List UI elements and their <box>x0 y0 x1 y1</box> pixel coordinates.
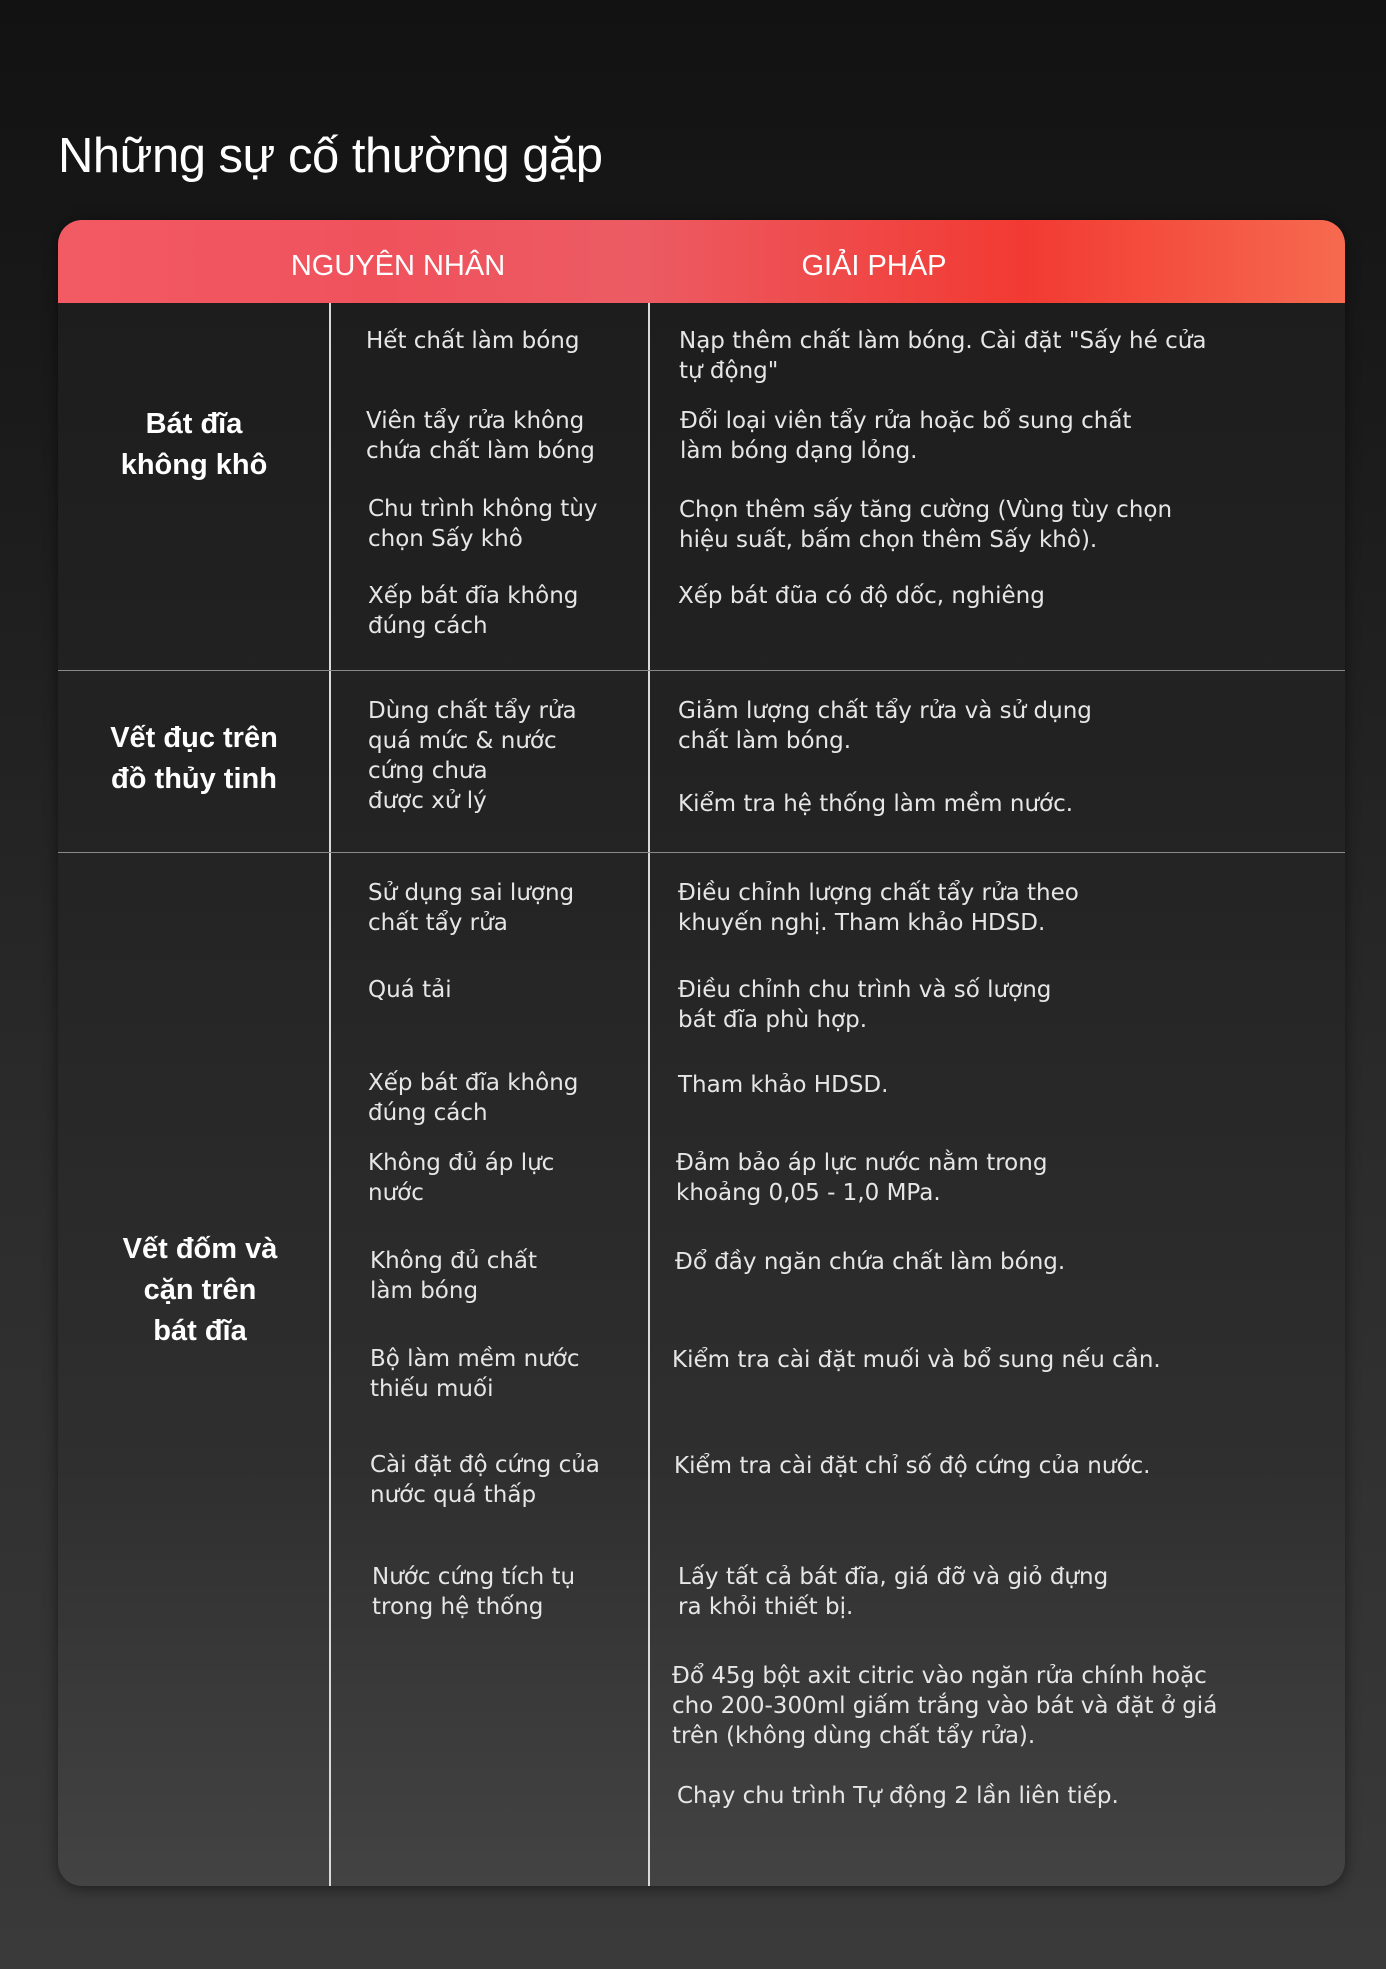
cause-item: Hết chất làm bóng <box>366 328 580 354</box>
solution-item: Đổ đầy ngăn chứa chất làm bóng. <box>675 1249 1066 1275</box>
solution-item: Tham khảo HDSD. <box>678 1072 889 1098</box>
cause-item: Xếp bát đĩa không đúng cách <box>368 583 579 639</box>
row-divider <box>58 670 1345 671</box>
solution-item: Điều chỉnh lượng chất tẩy rửa theo khuyến nghị. Tham khảo HDSD. <box>678 880 1079 936</box>
solution-item: Đảm bảo áp lực nước nằm trong khoảng 0,05 - 1,0 MPa. <box>676 1150 1048 1206</box>
group-label: Vết đục trên đồ thủy tinh <box>110 722 278 795</box>
solution-item: Kiểm tra cài đặt chỉ số độ cứng của nước. <box>674 1453 1151 1479</box>
cause-item: Viên tẩy rửa không chứa chất làm bóng <box>366 408 595 464</box>
cause-item: Dùng chất tẩy rửa quá mức & nước cứng chưa được xử lý <box>368 698 577 814</box>
solution-item: Nạp thêm chất làm bóng. Cài đặt "Sấy hé cửa tự động" <box>679 328 1207 384</box>
cause-item: Sử dụng sai lượng chất tẩy rửa <box>368 880 575 936</box>
page-title: Những sự cố thường gặp <box>58 129 603 183</box>
cause-item: Cài đặt độ cứng của nước quá thấp <box>370 1452 600 1508</box>
row-divider <box>58 852 1345 853</box>
solution-item: Xếp bát đũa có độ dốc, nghiêng <box>678 583 1045 609</box>
solution-item: Chọn thêm sấy tăng cường (Vùng tùy chọn hiệu suất, bấm chọn thêm Sấy khô). <box>679 497 1173 553</box>
cause-item: Bộ làm mềm nước thiếu muối <box>370 1346 580 1402</box>
cause-item: Không đủ áp lực nước <box>368 1150 555 1206</box>
group-label-spots-residue <box>70 1229 330 1352</box>
solution-item: Chạy chu trình Tự động 2 lần liên tiếp. <box>677 1783 1119 1809</box>
group-label-cloudy-glass <box>64 718 324 800</box>
cause-item: Không đủ chất làm bóng <box>370 1248 538 1304</box>
solution-item: Kiểm tra hệ thống làm mềm nước. <box>678 791 1074 817</box>
solution-item: Điều chỉnh chu trình và số lượng bát đĩa phù hợp. <box>678 977 1052 1033</box>
solution-item: Giảm lượng chất tẩy rửa và sử dụng chất làm bóng. <box>678 698 1092 754</box>
cause-item: Quá tải <box>368 977 452 1003</box>
group-label: Bát đĩa không khô <box>120 408 268 481</box>
solution-item: Lấy tất cả bát đĩa, giá đỡ và giỏ đựng ra khỏi thiết bị. <box>678 1564 1109 1620</box>
column-divider <box>329 303 331 1886</box>
header-cause: NGUYÊN NHÂN <box>290 250 506 282</box>
troubleshooting-table <box>58 220 1345 1886</box>
group-label: Vết đốm và cặn trên bát đĩa <box>122 1233 278 1347</box>
cause-item: Nước cứng tích tụ trong hệ thống <box>372 1564 576 1620</box>
solution-item: Đổ 45g bột axit citric vào ngăn rửa chính hoặc cho 200-300ml giấm trắng vào bát và đặt ở giá trên (không dùng chất tẩy rửa). <box>672 1663 1218 1749</box>
cause-item: Xếp bát đĩa không đúng cách <box>368 1070 579 1126</box>
solution-item: Kiểm tra cài đặt muối và bổ sung nếu cần. <box>672 1347 1161 1373</box>
solution-item: Đổi loại viên tẩy rửa hoặc bổ sung chất làm bóng dạng lỏng. <box>680 408 1132 464</box>
cause-item: Chu trình không tùy chọn Sấy khô <box>368 496 598 552</box>
header-solution: GIẢI PHÁP <box>801 250 947 282</box>
table-header <box>58 220 1345 303</box>
group-label-not-dry <box>64 404 324 486</box>
